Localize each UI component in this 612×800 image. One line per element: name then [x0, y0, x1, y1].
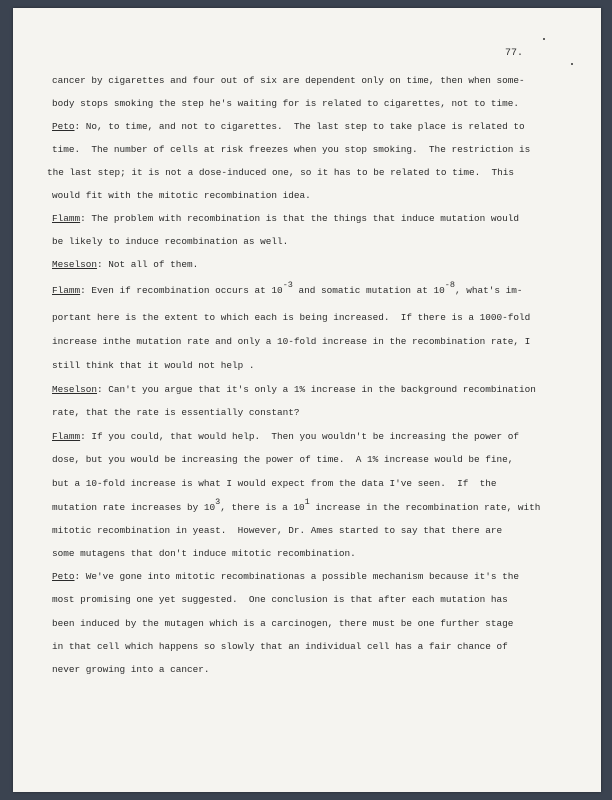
- text-line: [52, 384, 536, 395]
- text-segment: still think that it would not help .: [52, 360, 255, 371]
- text-segment: rate, that the rate is essentially constant?: [52, 407, 300, 418]
- text-segment: , there is a 10: [220, 502, 305, 513]
- text-line: [52, 121, 525, 132]
- text-segment: , what's im-: [455, 285, 523, 296]
- text-line: [52, 75, 525, 86]
- text-line: [52, 548, 356, 559]
- speck-mark: [543, 38, 545, 40]
- speaker-name: Flamm: [52, 285, 81, 296]
- text-segment: some mutagens that don't induce mitotic recombination.: [52, 548, 356, 559]
- speck-mark: [571, 63, 573, 65]
- text-segment: : Not all of them.: [97, 259, 199, 270]
- text-line: [52, 571, 519, 582]
- text-segment: : Even if recombination occurs at 10: [80, 285, 283, 296]
- text-line: [52, 312, 530, 323]
- text-line: [52, 144, 530, 155]
- text-segment: be likely to induce recombination as well.: [52, 236, 289, 247]
- text-segment: : The problem with recombination is that the things that induce mutation would: [80, 213, 519, 224]
- text-segment: would fit with the mitotic recombination idea.: [52, 190, 311, 201]
- text-line: [52, 407, 300, 418]
- text-line: [52, 454, 513, 465]
- text-segment: been induced by the mutagen which is a carcinogen, there must be one further stage: [52, 618, 514, 629]
- text-segment: : We've gone into mitotic recombinationas a possible mechanism because it's the: [74, 571, 519, 582]
- text-segment: cancer by cigarettes and four out of six are dependent only on time, then when some-: [52, 75, 525, 86]
- text-line: [52, 336, 530, 347]
- text-segment: never growing into a cancer.: [52, 664, 210, 675]
- text-line: [52, 431, 519, 442]
- text-segment: and somatic mutation at 10: [292, 285, 445, 296]
- exponent: 1: [304, 497, 310, 507]
- text-segment: most promising one yet suggested. One conclusion is that after each mutation has: [52, 594, 508, 605]
- text-line: [52, 280, 523, 296]
- exponent: 3: [215, 497, 221, 507]
- text-line: [52, 259, 198, 270]
- text-line: [52, 236, 288, 247]
- exponent: -8: [444, 280, 455, 290]
- text-segment: body stops smoking the step he's waiting for is related to cigarettes, not to time.: [52, 98, 519, 109]
- speaker-name: Meselson: [52, 384, 98, 395]
- speaker-name: Flamm: [52, 431, 81, 442]
- text-line: [52, 525, 502, 536]
- text-line: [52, 594, 508, 605]
- speaker-name: Peto: [52, 121, 75, 132]
- document-page: [13, 8, 601, 792]
- text-segment: : Can't you argue that it's only a 1% increase in the background recombination: [97, 384, 536, 395]
- text-segment: dose, but you would be increasing the power of time. A 1% increase would be fine,: [52, 454, 514, 465]
- text-segment: : No, to time, and not to cigarettes. The last step to take place is related to: [74, 121, 525, 132]
- text-segment: mitotic recombination in yeast. However, Dr. Ames started to say that there are: [52, 525, 503, 536]
- text-line: [52, 618, 513, 629]
- text-segment: increase inthe mutation rate and only a 10-fold increase in the recombination rate, I: [52, 336, 531, 347]
- text-segment: : If you could, that would help. Then you wouldn't be increasing the power of: [80, 431, 519, 442]
- text-line: [52, 213, 519, 224]
- text-line: [52, 360, 255, 371]
- text-segment: portant here is the extent to which each is being increased. If there is a 1000-fold: [52, 312, 531, 323]
- text-line: [52, 664, 210, 675]
- text-line: [52, 98, 519, 109]
- text-line: [52, 478, 496, 489]
- text-segment: but a 10-fold increase is what I would expect from the data I've seen. If the: [52, 478, 497, 489]
- speaker-name: Meselson: [52, 259, 98, 270]
- text-line: [52, 497, 541, 513]
- text-line: [52, 190, 311, 201]
- exponent: -3: [282, 280, 293, 290]
- speaker-name: Flamm: [52, 213, 81, 224]
- text-segment: time. The number of cells at risk freezes when you stop smoking. The restriction is: [52, 144, 531, 155]
- text-segment: in that cell which happens so slowly that an individual cell has a fair chance of: [52, 641, 508, 652]
- speaker-name: Peto: [52, 571, 75, 582]
- text-segment: mutation rate increases by 10: [52, 502, 216, 513]
- text-line: [47, 167, 514, 178]
- text-segment: increase in the recombination rate, with: [309, 502, 541, 513]
- text-segment: the last step; it is not a dose-induced one, so it has to be related to time. This: [47, 167, 514, 178]
- page-number: 77.: [505, 48, 524, 59]
- text-line: [52, 641, 508, 652]
